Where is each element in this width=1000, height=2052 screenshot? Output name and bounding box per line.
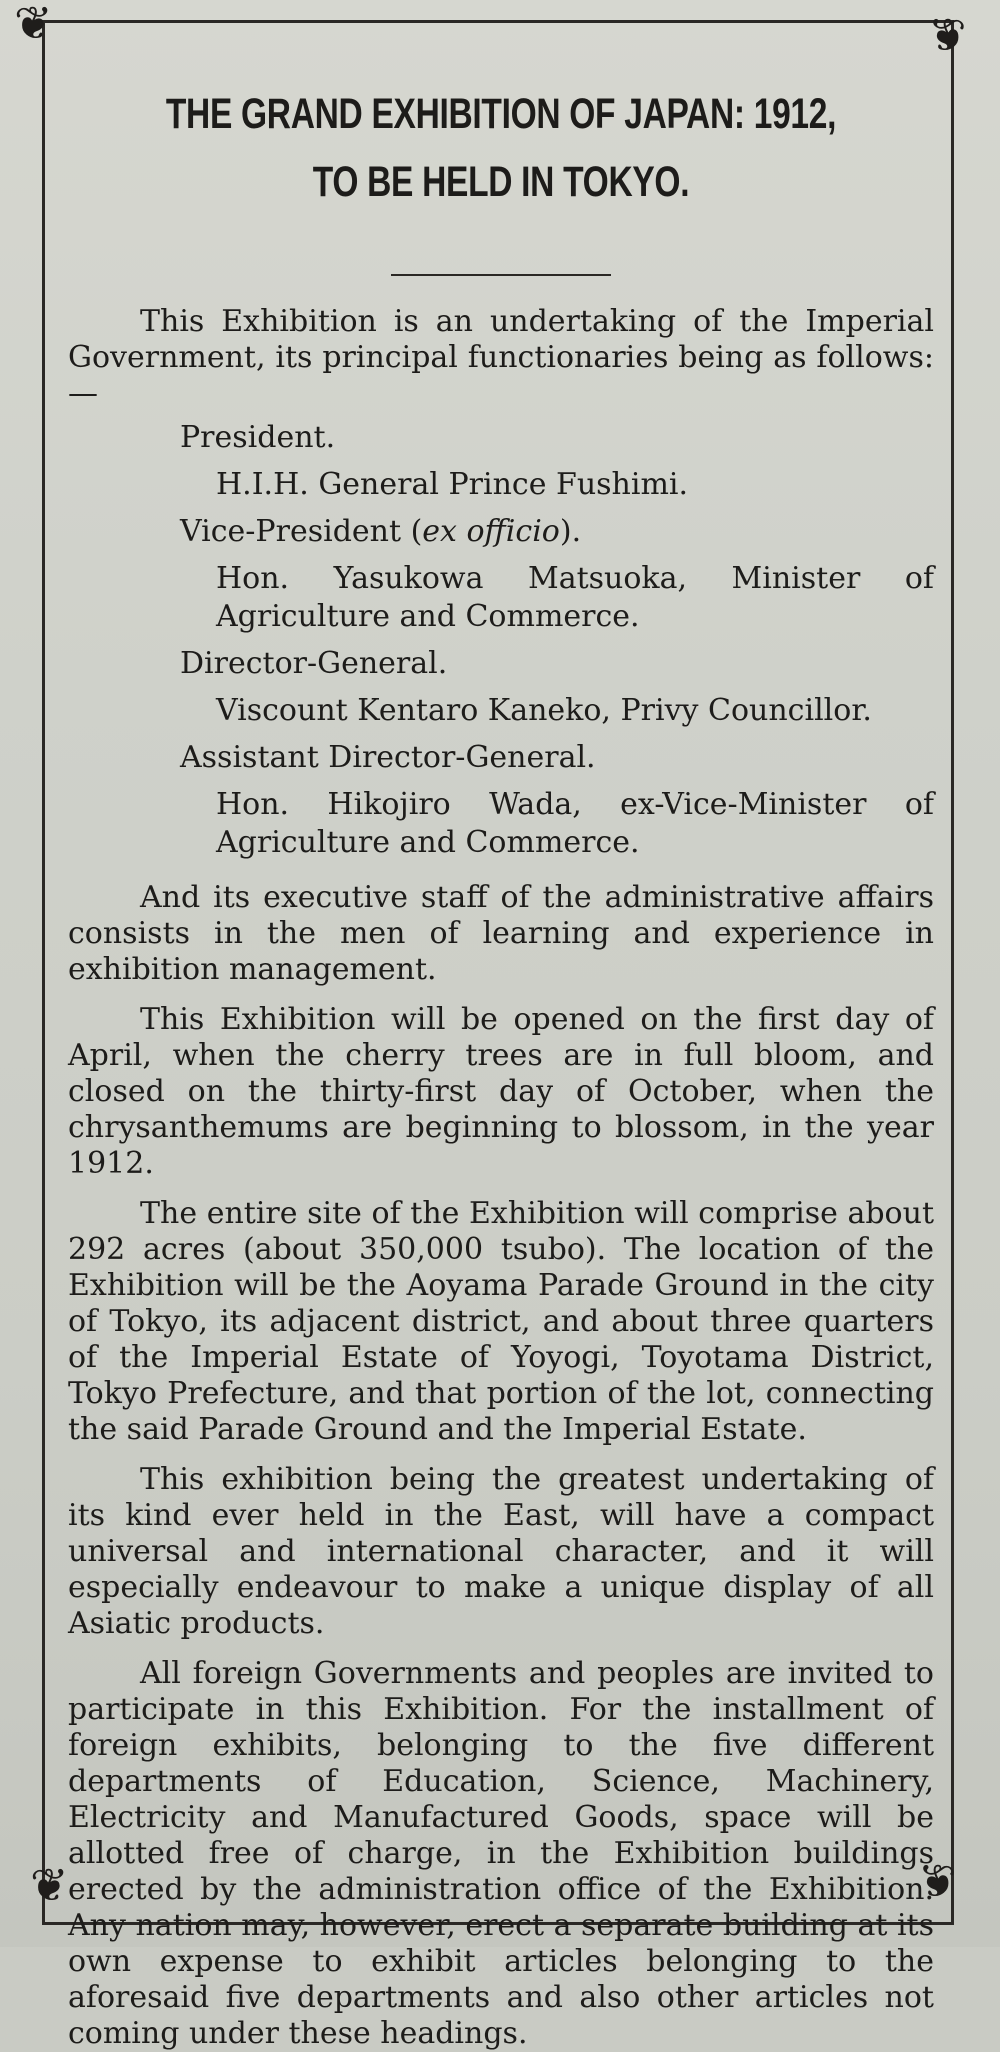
official-role-vice-president [68, 514, 934, 550]
paragraph-foreign-participation: All foreign Governments and peoples are invited to participate in this Exhibition. For the installment of foreign exhibits, belonging to the five different departments of Education, Science, Machinery, Electricity and Manufactured Goods, space will be allotted free of charge, in the Exhibition buildings erected by the administration office of the Exhibition. Any nation may, however, erect a separate building at its own expense to exhibit articles belonging to the aforesaid five departments and also other articles not coming under these headings. [68, 1656, 934, 2051]
paragraph-staff: And its executive staff of the administrative affairs consists in the men of learning and experience in exhibition management. [68, 880, 934, 987]
scroll-ornament-icon: ❦ [30, 1858, 69, 1912]
paragraph-character: This exhibition being the greatest undertaking of its kind ever held in the East, will have a compact universal and international character, and it will especially endeavour to make a unique display of all Asiatic products. [68, 1462, 934, 1641]
official-role-assistant-director-general: Assistant Director-General. [180, 740, 596, 775]
official-name-vice-president: Hon. Yasukowa Matsuoka, Minister of Agriculture and Commerce. [216, 561, 934, 634]
official-role-director-general: Director-General. [180, 646, 448, 681]
spacer [68, 1642, 934, 1656]
title-line-2: TO BE HELD IN TOKYO. [312, 158, 690, 206]
title-line-1: THE GRAND EXHIBITION OF JAPAN: 1912, [165, 90, 837, 138]
title-divider [391, 274, 611, 276]
role-close: ). [559, 514, 582, 549]
spacer [68, 1448, 934, 1462]
scroll-ornament-icon: ❦ [14, 0, 53, 50]
spacer [68, 988, 934, 1002]
spacer [68, 872, 934, 880]
role-main: Vice-President [180, 514, 402, 549]
intro-paragraph: This Exhibition is an undertaking of the Imperial Government, its principal functionaries being as follows:— [68, 304, 934, 411]
official-name-president: H.I.H. General Prince Fushimi. [216, 467, 689, 502]
spacer [68, 1182, 934, 1196]
official-name-director-general: Viscount Kentaro Kaneko, Privy Councillor. [216, 693, 872, 728]
official-role-president: President. [180, 420, 336, 455]
paragraph-site: The entire site of the Exhibition will comprise about 292 acres (about 350,000 tsubo). The location of the Exhibition will be the Aoyama Parade Ground in the city of Tokyo, its adjacent district, and about three quarters of the Imperial Estate of Yoyogi, Toyotama District, Tokyo Prefecture, and that portion of the lot, connecting the said Parade Ground and the Imperial Estate. [68, 1196, 934, 1447]
scroll-ornament-icon: ❦ [918, 1854, 957, 1908]
page-title [163, 80, 838, 216]
role-note: ex officio [422, 514, 560, 549]
scroll-ornament-icon: ❦ [928, 8, 967, 62]
article [68, 80, 934, 2052]
paragraph-dates: This Exhibition will be opened on the first day of April, when the cherry trees are in full bloom, and closed on the thirty-first day of October, when the chrysanthemums are beginning to blossom, in the year 1912. [68, 1002, 934, 1181]
official-name-assistant-director-general: Hon. Hikojiro Wada, ex-Vice-Minister of Agriculture and Commerce. [216, 787, 934, 860]
role-open: ( [401, 514, 423, 549]
